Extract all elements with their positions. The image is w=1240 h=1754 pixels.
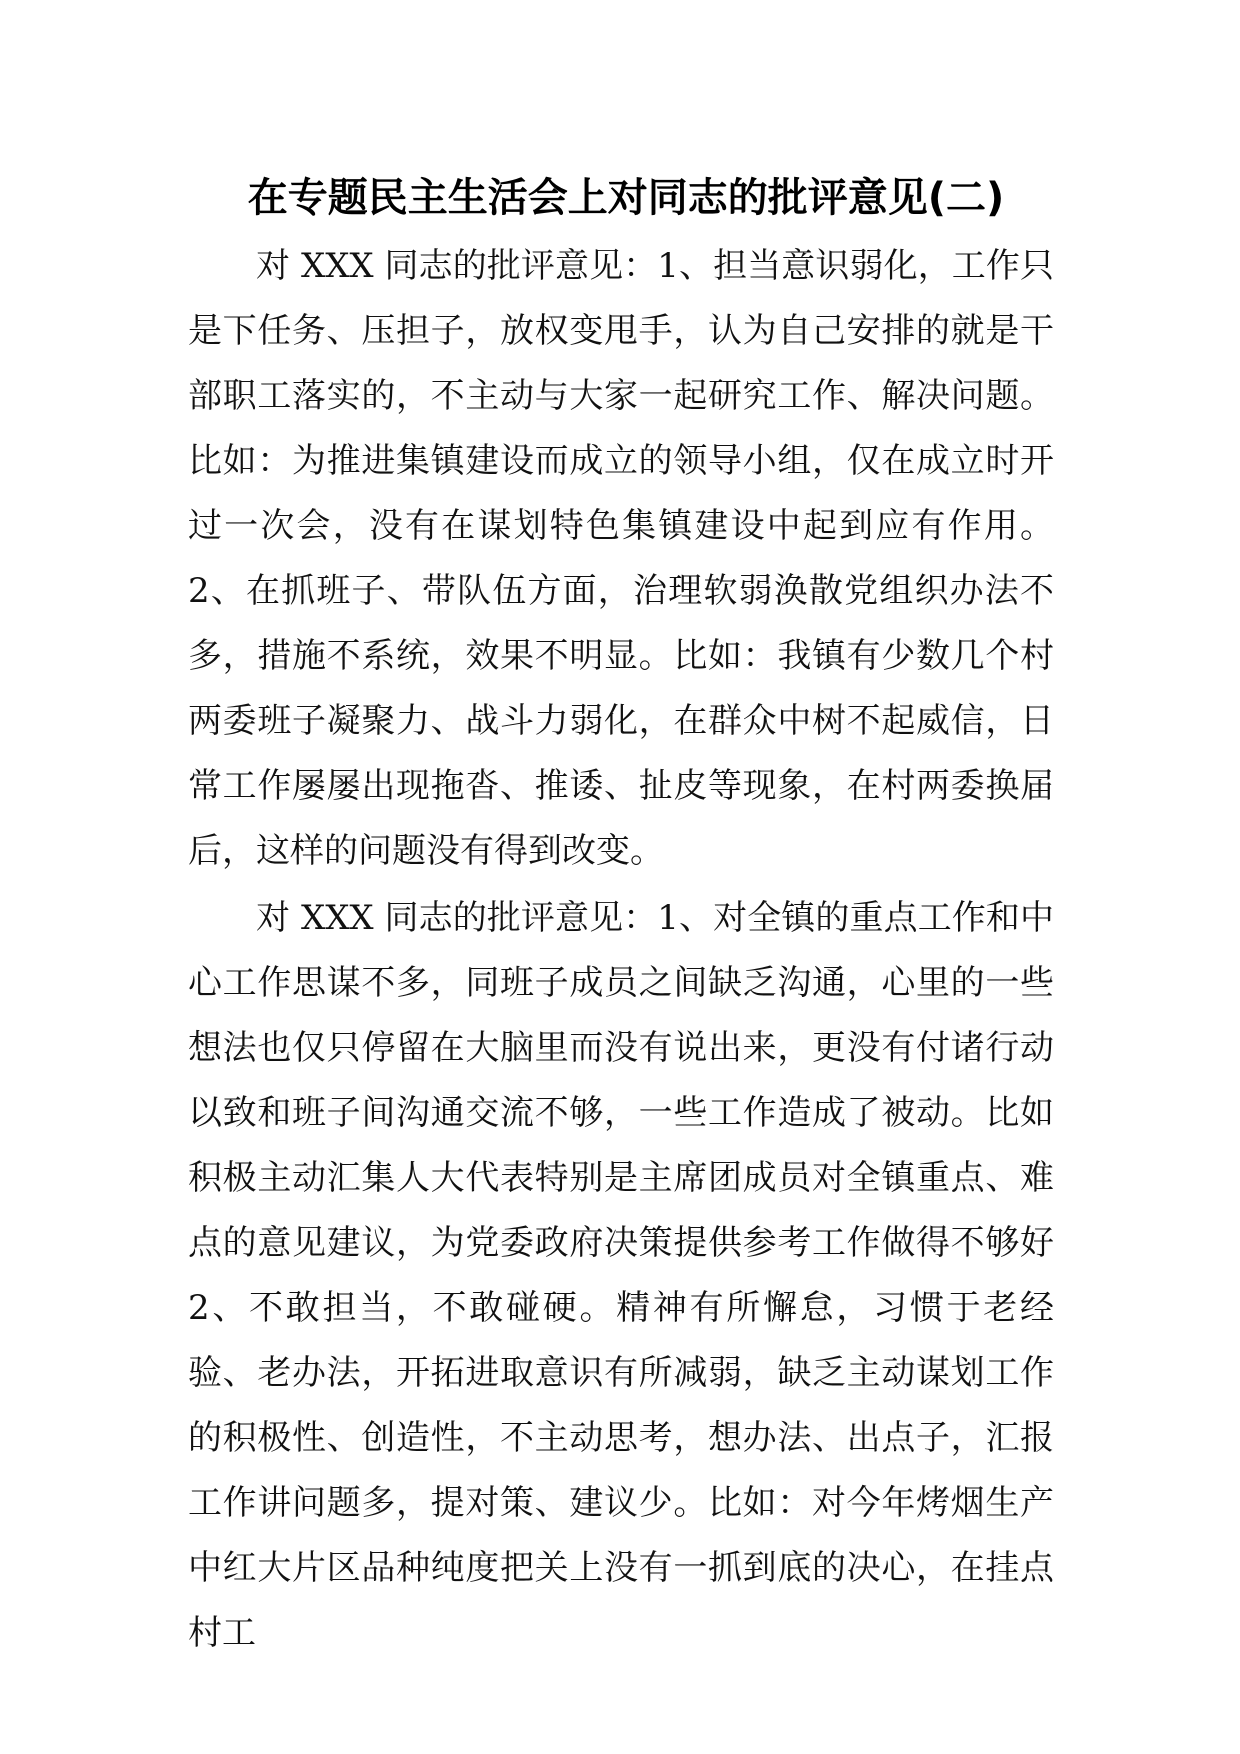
document-title: 在专题民主生活会上对同志的批评意见(二): [247, 175, 1005, 221]
document-body: [188, 234, 1054, 1668]
paragraph-2: 对 XXX 同志的批评意见：1、对全镇的重点工作和中心工作思谋不多，同班子成员之间缺乏沟通，心里的一些想法也仅只停留在大脑里而没有说出来，更没有付诸行动以致和班子间沟通交流不够，一些工作造成了被动。比如积极主动汇集人大代表特别是主席团成员对全镇重点、难点的意见建议，为党委政府决策提供参考工作做得不够好 2、不敢担当，不敢碰硬。精神有所懈怠，习惯于老经验、老办法，开拓进取意识有所减弱，缺乏主动谋划工作的积极性、创造性，不主动思考，想办法、出点子，汇报工作讲问题多，提对策、建议少。比如：对今年烤烟生产中红大片区品种纯度把关上没有一抓到底的决心，在挂点村工: [188, 898, 1054, 1653]
paragraph-1: 对 XXX 同志的批评意见：1、担当意识弱化，工作只是下任务、压担子，放权变甩手，认为自己安排的就是干部职工落实的，不主动与大家一起研究工作、解决问题。比如：为推进集镇建设而成立的领导小组，仅在成立时开过一次会，没有在谋划特色集镇建设中起到应有作用。 2、在抓班子、带队伍方面，治理软弱涣散党组织办法不多，措施不系统，效果不明显。比如：我镇有少数几个村两委班子凝聚力、战斗力弱化，在群众中树不起威信，日常工作屡屡出现拖沓、推诿、扯皮等现象，在村两委换届后，这样的问题没有得到改变。: [188, 246, 1054, 871]
